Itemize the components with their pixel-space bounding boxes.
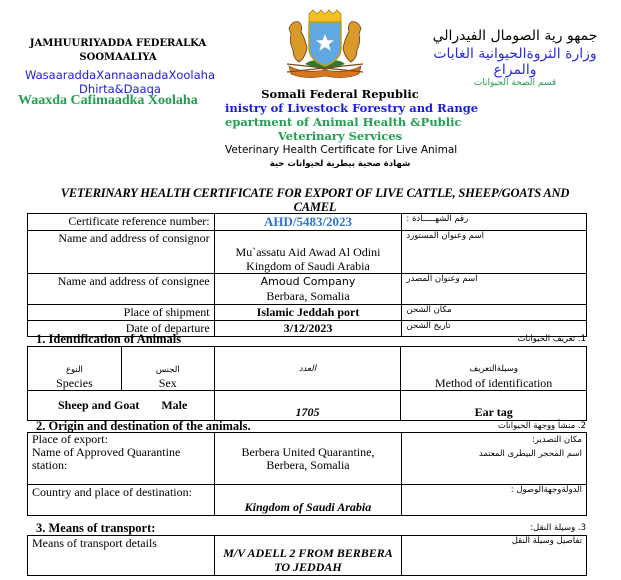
date-of-departure-label-arabic-text: تاريخ الشحن [406,321,451,331]
place-of-shipment-value: Islamic Jeddah port [214,305,402,321]
method-header [401,347,587,391]
destination-label: Country and place of destination: [28,485,215,516]
number-header-arabic: العدد [298,363,317,374]
place-of-export-label-line2: Name of Approved Quarantine [32,445,181,459]
header-right-arabic [430,28,600,88]
title-line1: VETERINARY HEALTH CERTIFICATE FOR EXPORT OF LIVE CATTLE, SHEEP/GOATS AND [60,186,570,200]
certificate-info-table [27,213,587,337]
species-header [28,347,122,391]
reference-number-label-arabic-text: رقم الشهـــــادة : [406,214,469,224]
place-of-export-label-arabic-line1: مكان التصدير: [531,435,582,445]
origin-destination-table [27,432,587,516]
method-value: Ear tag [401,391,587,421]
species-sex-cell [28,391,215,421]
table-row [28,391,587,421]
table-row [28,214,587,231]
consignor-address: Kingdom of Saudi Arabia [246,259,370,273]
sex-header [121,347,214,391]
date-of-departure-label: Date of departure [28,321,215,337]
section3-title-arabic: 3. وسيلة النقل: [530,523,586,533]
species-header-english: Species [56,376,93,390]
quarantine-station-name: Berbera United Quarantine, [241,445,375,459]
title-line2: CAMEL [293,200,337,214]
number-header [214,347,401,391]
ministry-name-english: inistry of Livestock Forestry and Range [225,101,479,115]
republic-name-arabic: جمهو رية الصومال الفيدرالي [432,28,598,44]
consignee-label: Name and address of consignee [28,274,215,305]
method-header-arabic: وسيلةالتعريف [469,364,518,374]
table-row [28,231,587,274]
quarantine-station-location: Berbera, Somalia [266,458,350,472]
transport-details-label: Means of transport details [28,536,215,576]
species-value: Sheep and Goat [58,398,140,412]
ministry-name-arabic-line1: وزارة الثروةالحيوانية الغابات [433,46,597,62]
place-of-export-value [214,433,402,485]
date-of-departure-value: 3/12/2023 [214,321,402,337]
table-row [28,274,587,305]
consignor-label-arabic [402,231,587,274]
somalia-coat-of-arms-icon [283,8,367,82]
transport-details-value [214,536,402,576]
consignee-label-arabic [402,274,587,305]
consignee-value [214,274,402,305]
animal-identification-table [27,346,587,421]
species-header-arabic: النوع [65,365,83,375]
sex-header-arabic: الجنس [155,365,180,375]
transport-table [27,535,587,576]
section3-title: 3. Means of transport: [36,521,156,535]
reference-number-label-arabic [402,214,587,231]
certificate-subtitle-english: Veterinary Health Certificate for Live Animal [225,144,458,156]
place-of-export-label-arabic [402,433,587,485]
place-of-shipment-label: Place of shipment [28,305,215,321]
ministry-line2: Dhirta&Daaqa [79,82,161,96]
ministry-line1: WasaaraddaXannaanadaXoolaha [25,68,215,82]
sex-value: Male [161,398,188,412]
place-of-export-label-line1: Place of export: [32,432,108,446]
department-name-english-line2: Veterinary Services [277,129,403,143]
method-header-english: Method of identification [434,376,553,390]
reference-number-label: Certificate reference number: [28,214,215,231]
ministry-name-somali [20,68,220,96]
consignor-label: Name and address of consignor [28,231,215,274]
transport-vessel-line2: TO JEDDAH [274,560,342,574]
place-of-export-label-arabic-line2: اسم المحجر البيطرى المعتمد [478,449,582,459]
section1-title: 1. Identification of Animals [36,332,182,346]
header-center-block [225,87,479,171]
destination-value: Kingdom of Saudi Arabia [214,485,402,516]
consignee-address: Berbara, Somalia [266,289,350,303]
sex-header-english: Sex [158,376,177,390]
consignee-name: Amoud Company [260,275,356,288]
consignee-label-arabic-text: اسم وعنوان المصدر [406,274,478,284]
consignor-label-arabic-text: اسم وعنوان المستورد [406,231,484,241]
table-row [28,305,587,321]
certificate-subtitle-arabic: شهادة صحية بيطرية لحيوانات حية [269,159,411,169]
republic-line1: JAMHUURIYADDA FEDERALKA [29,38,207,49]
place-of-shipment-label-arabic [402,305,587,321]
republic-name-english: Somali Federal Republic [261,87,419,101]
table-row [28,433,587,485]
certificate-main-title [20,186,610,214]
table-header-row [28,347,587,391]
department-name-somali: Waaxda Cafimaadka Xoolaha [18,93,198,108]
ministry-name-arabic-line2: والمراع [493,62,537,78]
table-row [28,485,587,516]
consignor-name: Mu`assatu Aid Awad Al Odini [235,245,381,259]
department-name-arabic: قسم الصحة الحيوانات [473,78,557,88]
section2-title-arabic: 2. منشأ ووجهة الحيوانات [497,421,586,431]
number-value: 1705 [214,391,401,421]
destination-label-arabic: الدولةوجهةالوصول : [402,485,587,516]
place-of-export-label-line3: station: [32,458,68,472]
place-of-shipment-label-arabic-text: مكان الشحن [406,305,452,315]
consignor-value [214,231,402,274]
transport-details-label-arabic: تفاصيل وسيلة النقل [402,536,587,576]
table-row [28,536,587,576]
republic-line2: SOOMAALIYA [79,52,157,63]
transport-vessel-line1: M/V ADELL 2 FROM BERBERA [223,546,393,560]
section2-title: 2. Origin and destination of the animals. [36,419,251,433]
reference-number-value: AHD/5483/2023 [214,214,402,231]
department-name-english-line1: epartment of Animal Health &Public [225,115,462,129]
section1-title-arabic: 1. تعريف الحيوانات [517,334,586,344]
republic-name-somali [28,38,208,63]
place-of-export-label [28,433,215,485]
